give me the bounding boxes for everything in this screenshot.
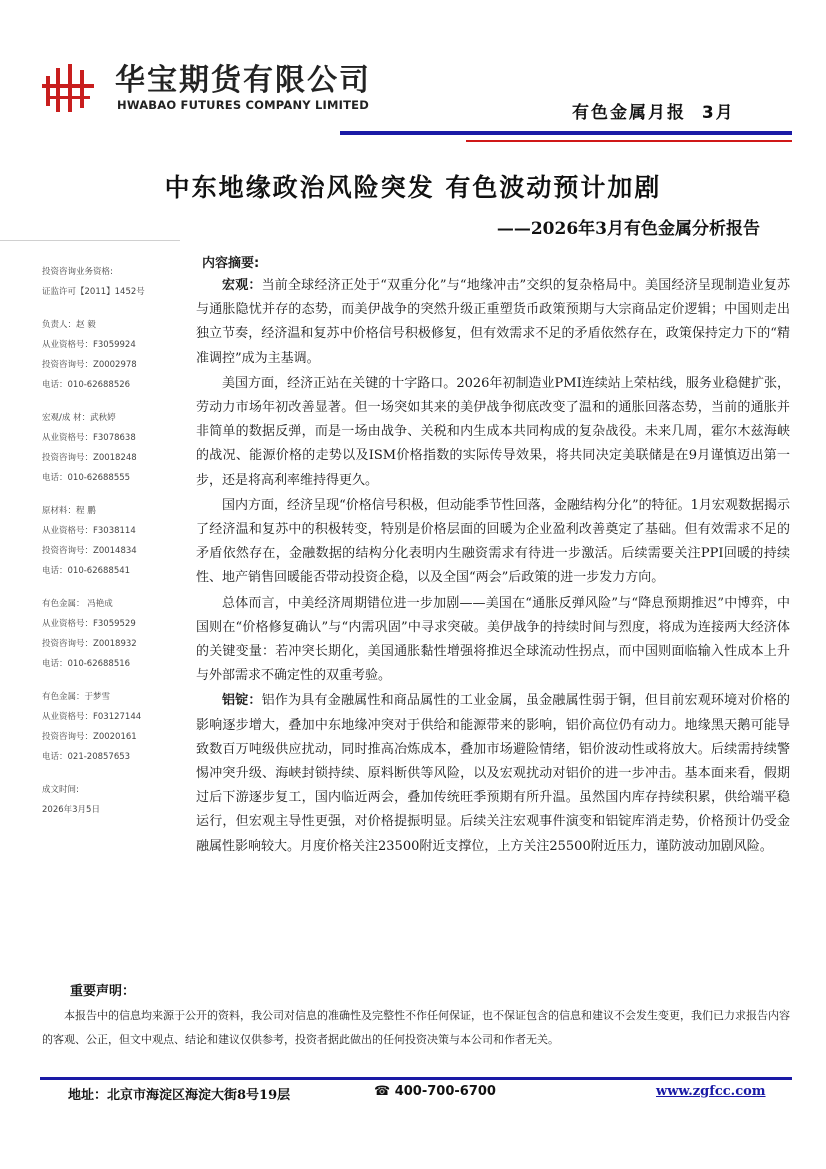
footer-website-link[interactable]: www.zgfcc.com (656, 1084, 766, 1099)
paragraph-text: 总体而言，中美经济周期错位进一步加剧——美国在“通胀反弹风险”与“降息预期推迟”中博弈，中国则在“价格修复确认”与“内需巩固”中寻求突破。美伊战争的持续时间与烈度，将成为连接两大经济体的关键变量：若冲突长期化，美国通胀黏性增强将推迟全球流动性拐点，而中国则面临输入性成本上升与外部需求不确定性的双重考验。 (196, 595, 790, 684)
sidebar-block (42, 315, 182, 395)
header-divider-red (466, 140, 792, 142)
abstract-paragraph (196, 592, 790, 689)
sidebar-block (42, 594, 182, 674)
sidebar-block (42, 262, 182, 302)
analyst-sidebar (42, 262, 182, 833)
sidebar-line: 电话：021-20857653 (42, 752, 131, 762)
sidebar-line: 投资咨询号：Z0018248 (42, 453, 137, 463)
abstract-body (196, 254, 790, 860)
paragraph-text: 美国方面，经济正站在关键的十字路口。2026年初制造业PMI连续站上荣枯线，服务业稳健扩张，劳动力市场年初改善显著。但一场突如其来的美伊战争彻底改变了温和的通胀回落态势，当前的通胀并非简单的数据反弹，而是一场由战争、关税和内生成本共同构成的复杂战役。未来几周，霍尔木兹海峡的战况、能源价格的走势以及ISM价格指数的实际传导效果，将共同决定美联储是在9月谨慎迈出第一步，还是将高利率维持得更久。 (196, 375, 790, 488)
sidebar-line: 投资咨询号：Z0002978 (42, 360, 137, 370)
company-name-en: HWABAO FUTURES COMPANY LIMITED (117, 98, 369, 112)
sidebar-block (42, 687, 182, 767)
abstract-paragraph (196, 274, 790, 371)
footer-divider (40, 1077, 792, 1080)
sidebar-line: 有色金属：于梦雪 (42, 692, 111, 702)
abstract-paragraph (196, 372, 790, 493)
disclaimer-text: 本报告中的信息均来源于公开的资料，我公司对信息的准确性及完整性不作任何保证，也不保证包含的信息和建议不会发生变更，我们已力求报告内容的客观、公正，但文中观点、结论和建议仅供参考，投资者据此做出的任何投资决策与本公司和作者无关。 (42, 1009, 790, 1046)
abstract-paragraph (196, 689, 790, 858)
sidebar-line: 证监许可【2011】1452号 (42, 287, 145, 297)
sidebar-line: 电话：010-62688526 (42, 380, 131, 390)
paragraph-keyword: 铝锭： (222, 693, 262, 709)
report-tag: 有色金属月报 3月 (572, 103, 735, 123)
sidebar-line: 投资咨询号：Z0014834 (42, 546, 137, 556)
sidebar-block (42, 780, 182, 820)
sidebar-line: 投资咨询号：Z0020161 (42, 732, 137, 742)
report-title: 中东地缘政治风险突发 有色波动预计加剧 (164, 173, 662, 202)
sidebar-line: 负责人：赵 毅 (42, 320, 96, 330)
sidebar-line: 成文时间: (42, 785, 79, 795)
footer-address: 地址：北京市海淀区海淀大街8号19层 (68, 1088, 291, 1103)
sidebar-line: 宏观/成 材：武秋婷 (42, 413, 116, 423)
sidebar-block (42, 501, 182, 581)
sidebar-line: 从业资格号：F3059924 (42, 340, 136, 350)
sidebar-line: 从业资格号：F3059529 (42, 619, 136, 629)
footer-phone: ☎ 400-700-6700 (374, 1084, 496, 1099)
sidebar-line: 电话：010-62688541 (42, 566, 131, 576)
sidebar-block (42, 408, 182, 488)
sidebar-line: 从业资格号：F03127144 (42, 712, 142, 722)
header-divider-blue (340, 131, 792, 135)
sidebar-line: 从业资格号：F3038114 (42, 526, 136, 536)
sidebar-line: 有色金属： 冯艳成 (42, 599, 113, 609)
sidebar-line: 2026年3月5日 (42, 805, 100, 815)
company-name-cn: 华宝期货有限公司 (115, 63, 371, 98)
sidebar-line: 投资咨询号：Z0018932 (42, 639, 137, 649)
paragraph-text: 国内方面，经济呈现“价格信号积极，但动能季节性回落，金融结构分化”的特征。1月宏观数据揭示了经济温和复苏中的积极转变，特别是价格层面的回暖为企业盈利改善奠定了基础。但有效需求不足的矛盾依然存在，金融数据的结构分化表明内生融资需求有待进一步激活。后续需要关注PPI回暖的持续性、地产销售回暖能否带动投资企稳，以及全国“两会”后政策的进一步发力方向。 (196, 497, 790, 586)
sidebar-line: 原材料：程 鹏 (42, 506, 96, 516)
paragraph-keyword: 宏观： (222, 278, 262, 293)
company-logo (42, 62, 94, 114)
sidebar-line: 投资咨询业务资格: (42, 267, 113, 277)
paragraph-text: 铝作为具有金融属性和商品属性的工业金属，虽金融属性弱于铜，但目前宏观环境对价格的影响逐步增大，叠加中东地缘冲突对于供给和能源带来的影响，铝价高位仍有动力。地缘黑天鹅可能导致数百万吨级供应扰动，同时推高冶炼成本，叠加市场避险情绪，铝价波动性或将放大。后续需持续警惕冲突升级、海峡封锁持续、原料断供等风险，以及宏观扰动对铝价的进一步冲击。基本面来看，假期过后下游逐步复工，国内临近两会，叠加传统旺季预期有所升温。虽然国内库存持续积累，供给端平稳运行，但宏观主导性更强，对价格提振明显。后续关注宏观事件演变和铝锭库消走势，价格预计仍受金融属性影响较大。月度价格关注23500附近支撑位，上方关注25500附近压力，谨防波动加剧风险。 (196, 693, 790, 854)
sidebar-line: 从业资格号：F3078638 (42, 433, 136, 443)
sidebar-line: 电话：010-62688516 (42, 659, 131, 669)
section-divider (0, 240, 180, 241)
sidebar-line: 电话：010-62688555 (42, 473, 131, 483)
disclaimer-title: 重要声明： (70, 984, 136, 999)
paragraph-text: 当前全球经济正处于“双重分化”与“地缘冲击”交织的复杂格局中。美国经济呈现制造业复苏与通胀隐忧并存的态势，而美伊战争的突然升级正重塑货币政策预期与大宗商品定价逻辑；中国则走出独立节奏，经济温和复苏中价格信号积极修复，但有效需求不足的矛盾依然存在，政策保持定力下的“精准调控”成为主基调。 (196, 278, 790, 366)
abstract-title: 内容摘要: (202, 256, 260, 271)
abstract-paragraph (196, 494, 790, 591)
report-subtitle: ——2026年3月有色金属分析报告 (496, 219, 760, 239)
